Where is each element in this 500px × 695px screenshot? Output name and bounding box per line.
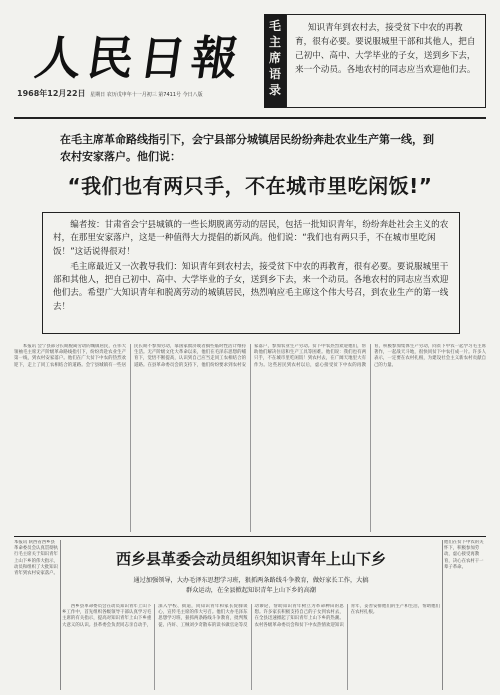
masthead-rule xyxy=(14,117,486,119)
editor-note xyxy=(42,212,460,334)
date-line xyxy=(14,88,254,100)
deck-line: 群众运动，在全县掀起知识青年上山下乡的高潮 xyxy=(186,587,316,594)
quotation-box: 知识青年到农村去，接受贫下中农的再教育，很有必要。要说服城里干部和其他人，把自己初中、高中、大学毕业的子女，送到乡下去，来一个动员。各地农村的同志应当欢迎他们去。 xyxy=(286,14,486,108)
editor-note-paragraph: 编者按：甘肃省会宁县城镇的一些长期脱离劳动的居民，包括一批知识青年，纷纷奔赴社会主义的农村，在那里安家落户，这是一种值得大力提倡的新风尚。他们说：“我们也有两只手，不在城市里吃闲饭！”这话说得很对！ xyxy=(53,220,449,257)
side-column-right: 他们在贫下中农的关怀下，积极参加劳动，虚心接受再教育，决心在农村干一辈子革命。 xyxy=(444,540,484,570)
second-deck xyxy=(70,576,432,596)
issue-date: 1968年12月22日 xyxy=(17,89,86,98)
lead-headline: “我们也有两只手，不在城市里吃闲饭!” xyxy=(67,174,433,198)
side-column-left: 本报讯 陕西省西乡县革命委员会认真贯彻执行毛主席关于知识青年上山下乡的伟大指示，动员和组织了大批知识青年到农村安家落户。 xyxy=(14,540,58,577)
column-divider xyxy=(442,540,443,690)
lead-kicker: 在毛主席革命路线指引下，会宁县部分城镇居民纷纷奔赴农业生产第一线，到农村安家落户。他们说： xyxy=(60,133,434,163)
second-article-body xyxy=(62,604,440,690)
newspaper-logo: 人民日報 xyxy=(31,31,248,85)
quotation-label: 毛主席语录 xyxy=(264,14,286,108)
masthead xyxy=(14,8,486,113)
lead-article-body xyxy=(14,344,486,532)
second-headline: 西乡县革委会动员组织知识青年上山下乡 xyxy=(115,550,386,568)
editor-note-paragraph: 毛主席最近又一次教导我们：知识青年到农村去，接受贫下中农的再教育，很有必要。要说服城里干部和其他人，把自己初中、高中、大学毕业的子女，送到乡下去，来一个动员。各地农村的同志应当欢迎他们去。希望广大知识青年和脱离劳动的城镇居民，热烈响应毛主席这个伟大号召，到农业生产的第一线去！ xyxy=(53,261,449,312)
deck-line: 通过加强领导，大办毛泽东思想学习班，狠抓两条路线斗争教育，做好家长工作，大搞 xyxy=(133,577,369,584)
issue-info: 星期日 农历戊申年十一月初三 第7411号 今日八版 xyxy=(90,92,203,98)
body-paragraph: 本报讯 会宁县部分长期脱离劳动的城镇居民，在伟大领袖毛主席无产阶级革命路线指引下，纷纷奔赴农业生产第一线，到农村安家落户。他们在广大贫下中农的热烈欢迎下，走上了同工农相结合的道路。会宁县城镇有一些居民长期不参加劳动，靠国家救济或者搞些临时性活计维持生活。无产阶级文化大革命以来，他们在毛泽东思想的哺育下，觉悟不断提高，认识到自己应当走同工农相结合的道路。在县革命委员会的支持下，他们纷纷要求到农村安家落户，参加农业生产劳动。贫下中农热烈欢迎他们，帮助他们解决住房和生产工具等困难。他们说：我们也有两只手，不在城市里吃闲饭！到农村去，在广阔天地里大有作为。这些居民到农村以后，虚心接受贫下中农的再教育，积极参加集体生产劳动，同贫下中农一起学习毛主席著作，一起战天斗地，很快同贫下中农打成一片。许多人表示，一定要在农村扎根，为建设社会主义新农村贡献自己的力量。 xyxy=(14,344,486,368)
column-divider xyxy=(60,540,61,690)
body-paragraph: 西乡县革命委员会在动员知识青年上山下乡工作中，首先组织各级领导干部认真学习毛主席的有关指示，提高对知识青年上山下乡重大意义的认识。县革委会负责同志亲自动手，深入学校、街道，同知识青年和家长促膝谈心，宣传毛主席的伟大号召。他们大办毛泽东思想学习班，狠抓两条路线斗争教育，批判叛徒、内奸、工贼刘少奇散布的读书做官论等反动谬论，帮助知识青年树立为革命种田的思想。许多家长积极支持自己的子女到农村去，在全县迅速掀起了知识青年上山下乡的热潮。农村各级革命委员会和贫下中农热情欢迎知识青年，妥善安排他们的生产和生活，帮助他们在农村扎根。 xyxy=(62,604,440,628)
section-rule xyxy=(14,536,486,537)
